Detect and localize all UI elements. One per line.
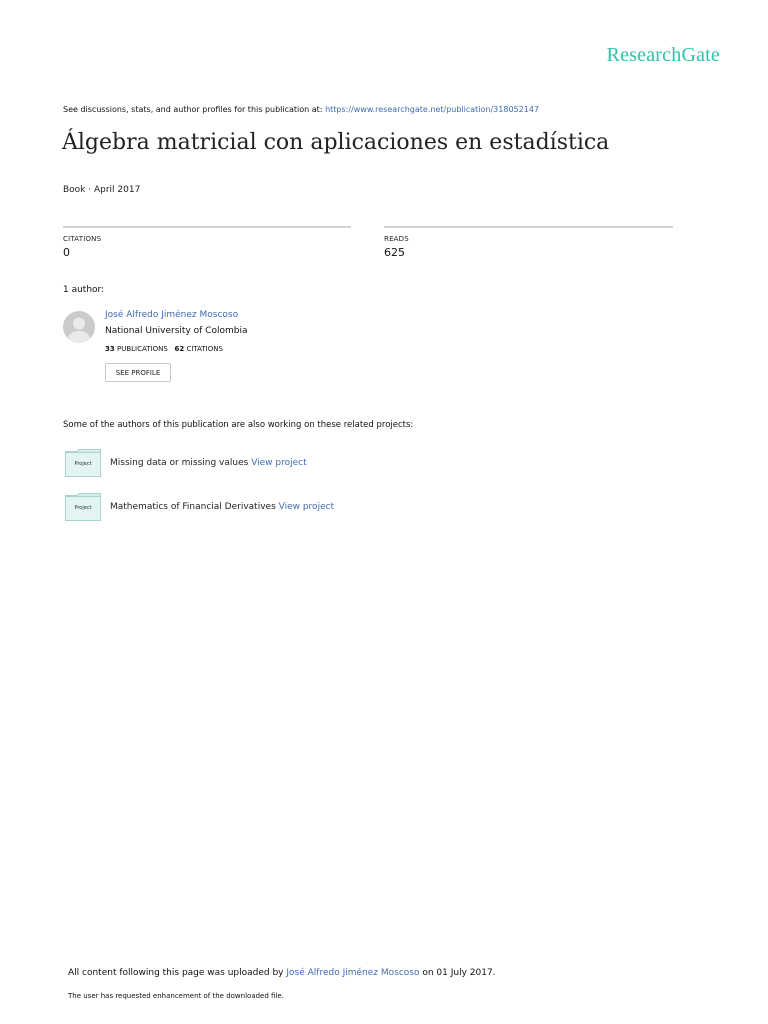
- reads-label: READS: [384, 235, 409, 243]
- author-citations-label: CITATIONS: [186, 345, 223, 353]
- folder-label: Project: [74, 461, 92, 467]
- folder-label: Project: [74, 505, 92, 511]
- see-profile-button[interactable]: SEE PROFILE: [105, 363, 171, 382]
- project-folder-icon[interactable]: [65, 449, 101, 481]
- researchgate-logo[interactable]: ResearchGate: [606, 44, 720, 66]
- avatar-person-icon: [63, 311, 95, 343]
- author-institution: National University of Colombia: [105, 326, 248, 336]
- citations-value: 0: [63, 246, 70, 259]
- project-item: [110, 458, 307, 468]
- upload-prefix: All content following this page was uploaded by: [68, 968, 287, 978]
- upload-note: [68, 968, 496, 978]
- see-discussions-text: See discussions, stats, and author profiles for this publication at:: [63, 105, 326, 114]
- project-item: [110, 502, 334, 512]
- author-publications-count: 33: [105, 345, 115, 353]
- view-project-link[interactable]: View project: [278, 502, 335, 512]
- author-name-link[interactable]: José Alfredo Jiménez Moscoso: [105, 310, 239, 320]
- author-stats: [105, 345, 223, 353]
- author-publications-label: PUBLICATIONS: [116, 345, 168, 353]
- upload-suffix: on 01 July 2017.: [419, 968, 496, 978]
- publication-url-link[interactable]: https://www.researchgate.net/publication/318052147: [325, 105, 539, 114]
- reads-value: 625: [384, 246, 405, 259]
- see-discussions-line: [63, 105, 539, 114]
- project-name: Mathematics of Financial Derivatives: [110, 502, 279, 512]
- publication-title: Álgebra matricial con aplicaciones en estadística: [62, 130, 610, 155]
- project-folder-icon[interactable]: [65, 493, 101, 525]
- uploader-link[interactable]: José Alfredo Jiménez Moscoso: [286, 968, 420, 978]
- view-project-link[interactable]: View project: [251, 458, 307, 468]
- project-name: Missing data or missing values: [110, 458, 252, 468]
- enhancement-note: The user has requested enhancement of the downloaded file.: [68, 992, 284, 1000]
- author-avatar[interactable]: [63, 311, 95, 343]
- authors-heading: 1 author:: [63, 285, 105, 295]
- publication-meta: Book · April 2017: [63, 185, 141, 195]
- related-projects-heading: Some of the authors of this publication are also working on these related projects:: [63, 420, 414, 430]
- reads-divider: [384, 226, 673, 228]
- citations-divider: [63, 226, 351, 228]
- author-citations-count: 62: [174, 345, 185, 353]
- citations-label: CITATIONS: [63, 235, 102, 243]
